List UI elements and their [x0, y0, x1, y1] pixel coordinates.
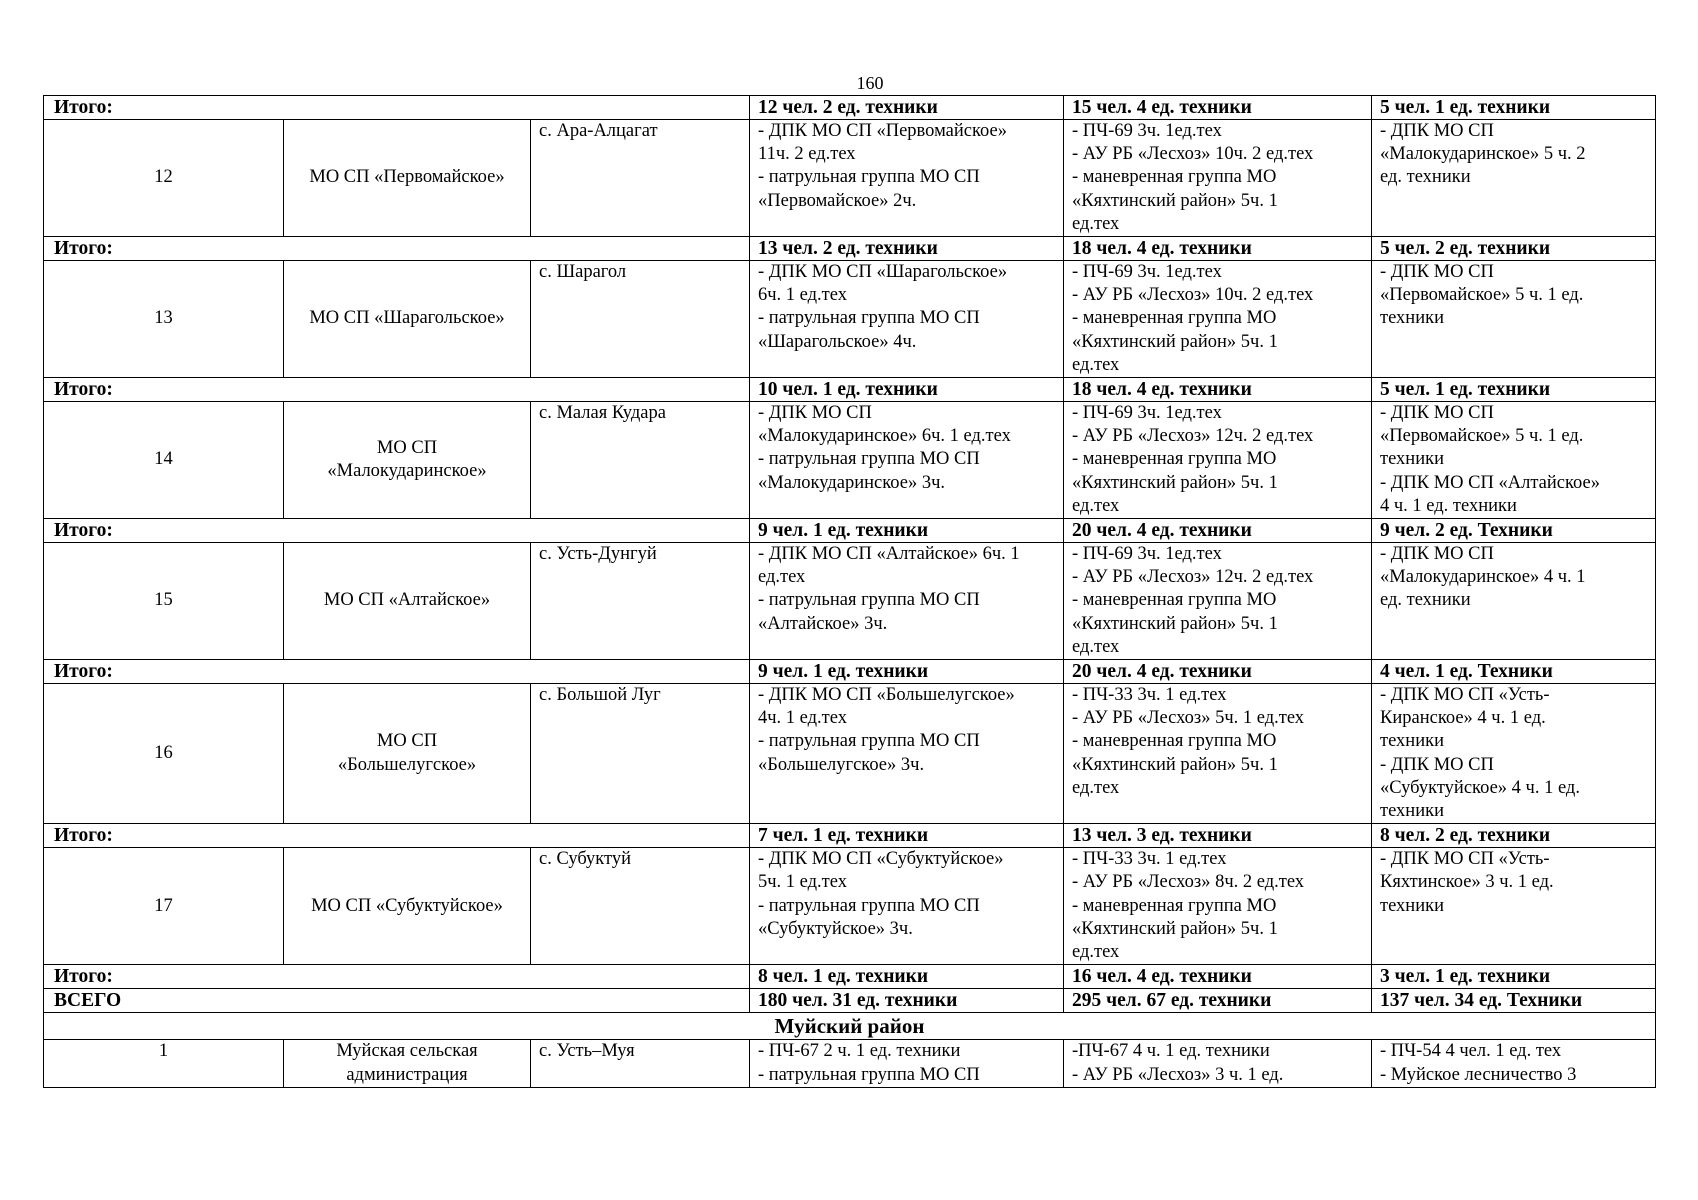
settlement: с. Ара-Алцагат — [531, 120, 750, 237]
district-forces-line: - ПЧ-69 3ч. 1ед.тех — [1072, 121, 1222, 141]
grand-total-col1: 180 чел. 31 ед. техники — [750, 989, 1064, 1013]
municipality — [284, 261, 531, 378]
own-forces-line: - ПЧ-67 2 ч. 1 ед. техники — [758, 1041, 961, 1062]
district-forces-line: - маневренная группа МО — [1072, 895, 1277, 916]
own-forces-line: - патрульная группа МО СП — [758, 1064, 980, 1085]
total-col1: 7 чел. 1 ед. техники — [750, 824, 1064, 848]
total-col3: 5 чел. 1 ед. техники — [1372, 96, 1656, 120]
total-col3: 5 чел. 1 ед. техники — [1372, 378, 1656, 402]
municipality-line: администрация — [346, 1064, 468, 1085]
municipality — [284, 1040, 531, 1087]
total-row — [44, 660, 1656, 684]
total-row — [44, 824, 1656, 848]
neighbor-forces — [1372, 261, 1656, 378]
own-forces-line: - ДПК МО СП «Шарагольское» — [758, 262, 1008, 283]
total-label: Итого: — [44, 965, 750, 989]
municipality-line: «Малокударинское» — [327, 461, 487, 482]
neighbor-forces — [1372, 543, 1656, 660]
grand-total-col3: 137 чел. 34 ед. Техники — [1372, 989, 1656, 1013]
district-forces-line: - ПЧ-69 3ч. 1ед.тех — [1072, 262, 1222, 283]
neighbor-forces — [1372, 1040, 1656, 1087]
district-forces — [1064, 684, 1372, 824]
district-row — [44, 684, 1656, 824]
neighbor-forces-line: техники — [1380, 895, 1444, 916]
neighbor-forces-line: - ДПК МО СП «Усть- — [1380, 685, 1550, 706]
total-row — [44, 965, 1656, 989]
region-title: Муйский район — [44, 1013, 1656, 1040]
own-forces-line: - патрульная группа МО СП — [758, 449, 980, 470]
district-forces-line: - АУ РБ «Лесхоз» 8ч. 2 ед.тех — [1072, 872, 1305, 893]
district-forces-line: «Кяхтинский район» 5ч. 1 — [1072, 331, 1278, 352]
settlement: с. Усть–Муя — [531, 1040, 750, 1087]
district-forces-line: «Кяхтинский район» 5ч. 1 — [1072, 754, 1278, 775]
district-forces-line: ед.тех — [1072, 777, 1120, 798]
neighbor-forces-line: - ДПК МО СП — [1380, 403, 1494, 424]
district-forces-line: - маневренная группа МО — [1072, 449, 1277, 470]
neighbor-forces-line: Киранское» 4 ч. 1 ед. — [1380, 708, 1546, 729]
municipality-line: «Большелугское» — [337, 754, 477, 775]
own-forces — [750, 120, 1064, 237]
own-forces-line: «Малокударинское» 6ч. 1 ед.тех — [758, 426, 1011, 447]
row-number: 13 — [44, 261, 284, 378]
municipality-line: МО СП «Субуктуйское» — [311, 895, 503, 916]
own-forces-line: 4ч. 1 ед.тех — [758, 708, 847, 729]
total-col2: 20 чел. 4 ед. техники — [1064, 660, 1372, 684]
neighbor-forces-line: «Малокударинское» 5 ч. 2 — [1380, 144, 1586, 165]
total-col2: 20 чел. 4 ед. техники — [1064, 519, 1372, 543]
own-forces-line: 6ч. 1 ед.тех — [758, 285, 847, 306]
neighbor-forces-line: Кяхтинское» 3 ч. 1 ед. — [1380, 872, 1554, 893]
neighbor-forces-line: техники — [1380, 308, 1444, 329]
district-row — [44, 402, 1656, 519]
district-forces-line: ед.тех — [1072, 942, 1120, 963]
neighbor-forces-line: - ДПК МО СП — [1380, 544, 1494, 565]
municipality — [284, 120, 531, 237]
row-number: 12 — [44, 120, 284, 237]
district-forces — [1064, 120, 1372, 237]
own-forces-line: - патрульная группа МО СП — [758, 731, 980, 752]
neighbor-forces-line: «Первомайское» 5 ч. 1 ед. — [1380, 285, 1584, 306]
total-col2: 18 чел. 4 ед. техники — [1064, 237, 1372, 261]
district-forces-line: ед.тех — [1072, 636, 1120, 657]
own-forces — [750, 261, 1064, 378]
district-forces-line: - маневренная группа МО — [1072, 590, 1277, 611]
district-forces — [1064, 1040, 1372, 1087]
total-col2: 18 чел. 4 ед. техники — [1064, 378, 1372, 402]
own-forces-line: «Шарагольское» 4ч. — [758, 331, 917, 352]
district-forces-line: - АУ РБ «Лесхоз» 12ч. 2 ед.тех — [1072, 426, 1314, 447]
district-row — [44, 543, 1656, 660]
district-forces-line: - маневренная группа МО — [1072, 731, 1277, 752]
own-forces-line: 5ч. 1 ед.тех — [758, 872, 847, 893]
neighbor-forces-line: - ДПК МО СП — [1380, 262, 1494, 283]
district-row — [44, 261, 1656, 378]
region-header-row — [44, 1013, 1656, 1040]
row-number: 14 — [44, 402, 284, 519]
neighbor-forces-line: 4 ч. 1 ед. техники — [1380, 495, 1517, 516]
municipality-line: МО СП «Первомайское» — [309, 167, 505, 188]
district-forces — [1064, 402, 1372, 519]
total-label: Итого: — [44, 824, 750, 848]
neighbor-forces-line: «Малокударинское» 4 ч. 1 — [1380, 567, 1586, 588]
neighbor-forces — [1372, 848, 1656, 965]
own-forces-line: «Малокударинское» 3ч. — [758, 472, 946, 493]
neighbor-forces-line: - Муйское лесничество 3 — [1380, 1064, 1577, 1085]
municipality — [284, 543, 531, 660]
own-forces-line: «Алтайское» 3ч. — [758, 613, 888, 634]
total-label: Итого: — [44, 378, 750, 402]
district-forces-line: - АУ РБ «Лесхоз» 12ч. 2 ед.тех — [1072, 567, 1314, 588]
total-col1: 9 чел. 1 ед. техники — [750, 660, 1064, 684]
municipality-line: МО СП «Алтайское» — [323, 590, 491, 611]
total-label: Итого: — [44, 660, 750, 684]
district-row — [44, 120, 1656, 237]
neighbor-forces-line: техники — [1380, 801, 1444, 822]
neighbor-forces-line: - ПЧ-54 4 чел. 1 ед. тех — [1380, 1041, 1562, 1062]
district-forces-line: - ПЧ-69 3ч. 1ед.тех — [1072, 544, 1222, 565]
total-col1: 9 чел. 1 ед. техники — [750, 519, 1064, 543]
own-forces — [750, 1040, 1064, 1087]
municipality — [284, 684, 531, 824]
row-number: 17 — [44, 848, 284, 965]
district-row — [44, 1040, 1656, 1087]
district-forces-line: -ПЧ-67 4 ч. 1 ед. техники — [1072, 1041, 1270, 1062]
grand-total-col2: 295 чел. 67 ед. техники — [1064, 989, 1372, 1013]
settlement: с. Малая Кудара — [531, 402, 750, 519]
district-forces-line: - ПЧ-33 3ч. 1 ед.тех — [1072, 685, 1227, 706]
own-forces-line: - патрульная группа МО СП — [758, 590, 980, 611]
district-forces-line: - ПЧ-69 3ч. 1ед.тех — [1072, 403, 1222, 424]
row-number: 1 — [44, 1040, 284, 1087]
neighbor-forces-line: - ДПК МО СП — [1380, 121, 1494, 141]
municipality-line: Муйская сельская — [336, 1041, 478, 1062]
settlement: с. Субуктуй — [531, 848, 750, 965]
district-row — [44, 848, 1656, 965]
district-forces-line: - АУ РБ «Лесхоз» 5ч. 1 ед.тех — [1072, 708, 1305, 729]
total-label: Итого: — [44, 519, 750, 543]
total-col3: 4 чел. 1 ед. Техники — [1372, 660, 1656, 684]
grand-total-row — [44, 989, 1656, 1013]
neighbor-forces-line: ед. техники — [1380, 167, 1471, 188]
total-col3: 8 чел. 2 ед. техники — [1372, 824, 1656, 848]
district-forces-line: «Кяхтинский район» 5ч. 1 — [1072, 472, 1278, 493]
district-forces-line: - АУ РБ «Лесхоз» 10ч. 2 ед.тех — [1072, 144, 1314, 165]
municipality-line: МО СП «Шарагольское» — [309, 308, 505, 329]
district-forces — [1064, 848, 1372, 965]
neighbor-forces-line: «Субуктуйское» 4 ч. 1 ед. — [1380, 777, 1580, 798]
row-number: 15 — [44, 543, 284, 660]
total-col1: 10 чел. 1 ед. техники — [750, 378, 1064, 402]
page-number: 160 — [856, 73, 884, 93]
own-forces-line: ед.тех — [758, 567, 806, 588]
own-forces-line: «Большелугское» 3ч. — [758, 754, 925, 775]
own-forces — [750, 684, 1064, 824]
own-forces-line: - ДПК МО СП «Большелугское» — [758, 685, 1015, 706]
total-col2: 13 чел. 3 ед. техники — [1064, 824, 1372, 848]
total-row — [44, 519, 1656, 543]
district-forces-line: «Кяхтинский район» 5ч. 1 — [1072, 918, 1278, 939]
total-col1: 13 чел. 2 ед. техники — [750, 237, 1064, 261]
municipality — [284, 402, 531, 519]
own-forces-line: «Субуктуйское» 3ч. — [758, 918, 913, 939]
own-forces-line: - патрульная группа МО СП — [758, 308, 980, 329]
own-forces-line: «Первомайское» 2ч. — [758, 190, 917, 211]
district-forces-line: - маневренная группа МО — [1072, 167, 1277, 188]
district-forces-line: ед.тех — [1072, 495, 1120, 516]
municipality-line: МО СП — [376, 731, 438, 752]
settlement: с. Шарагол — [531, 261, 750, 378]
district-forces-line: - АУ РБ «Лесхоз» 10ч. 2 ед.тех — [1072, 285, 1314, 306]
neighbor-forces-line: - ДПК МО СП — [1380, 754, 1494, 775]
total-col1: 12 чел. 2 ед. техники — [750, 96, 1064, 120]
neighbor-forces-line: техники — [1380, 449, 1444, 470]
district-forces-line: «Кяхтинский район» 5ч. 1 — [1072, 613, 1278, 634]
total-row — [44, 96, 1656, 120]
total-col3: 5 чел. 2 ед. техники — [1372, 237, 1656, 261]
settlement: с. Большой Луг — [531, 684, 750, 824]
district-forces-line: - ПЧ-33 3ч. 1 ед.тех — [1072, 849, 1227, 870]
row-number: 16 — [44, 684, 284, 824]
neighbor-forces-line: ед. техники — [1380, 590, 1471, 611]
own-forces-line: - патрульная группа МО СП — [758, 895, 980, 916]
total-label: Итого: — [44, 237, 750, 261]
own-forces-line: - ДПК МО СП — [758, 403, 872, 424]
neighbor-forces — [1372, 402, 1656, 519]
own-forces — [750, 402, 1064, 519]
neighbor-forces-line: «Первомайское» 5 ч. 1 ед. — [1380, 426, 1584, 447]
municipality — [284, 848, 531, 965]
own-forces-line: - ДПК МО СП «Субуктуйское» — [758, 849, 1004, 870]
district-forces — [1064, 543, 1372, 660]
own-forces — [750, 848, 1064, 965]
neighbor-forces — [1372, 120, 1656, 237]
total-col3: 3 чел. 1 ед. техники — [1372, 965, 1656, 989]
total-col3: 9 чел. 2 ед. Техники — [1372, 519, 1656, 543]
neighbor-forces-line: техники — [1380, 731, 1444, 752]
total-col2: 15 чел. 4 ед. техники — [1064, 96, 1372, 120]
neighbor-forces-line: - ДПК МО СП «Усть- — [1380, 849, 1550, 870]
district-forces-line: ед.тех — [1072, 213, 1120, 234]
total-col2: 16 чел. 4 ед. техники — [1064, 965, 1372, 989]
own-forces-line: - ДПК МО СП «Первомайское» — [758, 121, 1007, 141]
own-forces-line: - патрульная группа МО СП — [758, 167, 980, 188]
total-row — [44, 237, 1656, 261]
settlement: с. Усть-Дунгуй — [531, 543, 750, 660]
total-col1: 8 чел. 1 ед. техники — [750, 965, 1064, 989]
own-forces-line: 11ч. 2 ед.тех — [758, 144, 856, 165]
district-forces-line: ед.тех — [1072, 354, 1120, 375]
neighbor-forces-line: - ДПК МО СП «Алтайское» — [1380, 472, 1600, 493]
total-label: Итого: — [44, 96, 750, 120]
neighbor-forces — [1372, 684, 1656, 824]
grand-total-label: ВСЕГО — [44, 989, 750, 1013]
district-forces-line: - маневренная группа МО — [1072, 308, 1277, 329]
forces-table — [43, 95, 1656, 1088]
district-forces — [1064, 261, 1372, 378]
own-forces — [750, 543, 1064, 660]
district-forces-line: - АУ РБ «Лесхоз» 3 ч. 1 ед. — [1072, 1064, 1284, 1085]
municipality-line: МО СП — [376, 437, 438, 458]
district-forces-line: «Кяхтинский район» 5ч. 1 — [1072, 190, 1278, 211]
own-forces-line: - ДПК МО СП «Алтайское» 6ч. 1 — [758, 544, 1020, 565]
total-row — [44, 378, 1656, 402]
